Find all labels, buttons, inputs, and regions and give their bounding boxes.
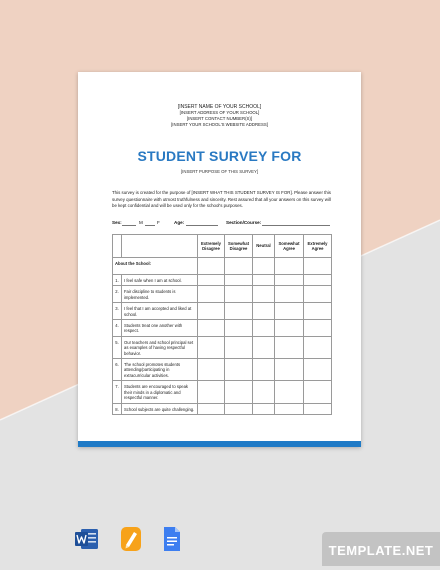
rating-cell[interactable] xyxy=(198,303,225,320)
rating-cell[interactable] xyxy=(275,359,304,381)
sex-m-blank[interactable] xyxy=(122,225,136,226)
rating-cell[interactable] xyxy=(275,275,304,286)
respondent-fields xyxy=(112,220,332,228)
rating-cell[interactable] xyxy=(198,275,225,286)
rating-cell[interactable] xyxy=(275,381,304,403)
row-number: 2. xyxy=(113,286,122,303)
row-statement: Fair discipline to students is implemented. xyxy=(122,286,198,303)
rating-cell[interactable] xyxy=(198,286,225,303)
rating-cell[interactable] xyxy=(304,275,332,286)
table-row xyxy=(113,286,332,303)
rating-cell[interactable] xyxy=(275,320,304,337)
rating-cell[interactable] xyxy=(225,275,253,286)
age-label: Age: xyxy=(174,220,185,225)
rating-cell[interactable] xyxy=(198,359,225,381)
table-row xyxy=(113,359,332,381)
header-neutral: Neutral xyxy=(253,235,275,258)
rating-cell[interactable] xyxy=(275,336,304,358)
sex-f-label: F xyxy=(157,220,160,225)
sex-label: Sex: xyxy=(112,220,122,225)
table-row xyxy=(113,275,332,286)
header-somewhat-agree: Somewhat Agree xyxy=(275,235,304,258)
row-statement: Our teachers and school principal set as examples of having respectful behavior. xyxy=(122,336,198,358)
header-somewhat-disagree: Somewhat Disagree xyxy=(225,235,253,258)
rating-cell[interactable] xyxy=(198,320,225,337)
rating-cell[interactable] xyxy=(275,303,304,320)
intro-paragraph: This survey is created for the purpose of [INSERT WHAT THIS STUDENT SURVEY IS FOR]. Please answer this survey questionnaire with utmost truthfulness and sincerity. Rest assured that all your answers on this survey will be kept confidential and will be used only for the school's purposes. xyxy=(112,190,331,208)
survey-purpose: [INSERT PURPOSE OF THIS SURVEY] xyxy=(180,169,259,174)
google-docs-icon[interactable] xyxy=(158,527,184,551)
rating-cell[interactable] xyxy=(275,403,304,414)
header-extremely-agree: Extremely Agree xyxy=(304,235,332,258)
row-number: 3. xyxy=(113,303,122,320)
rating-cell[interactable] xyxy=(198,403,225,414)
survey-table xyxy=(112,234,332,415)
row-number: 7. xyxy=(113,381,122,403)
rating-cell[interactable] xyxy=(225,359,253,381)
rating-cell[interactable] xyxy=(304,320,332,337)
table-row xyxy=(113,403,332,414)
rating-cell[interactable] xyxy=(225,303,253,320)
table-row xyxy=(113,320,332,337)
rating-cell[interactable] xyxy=(225,403,253,414)
row-number: 6. xyxy=(113,359,122,381)
rating-cell[interactable] xyxy=(253,275,275,286)
row-number: 8. xyxy=(113,403,122,414)
row-number: 4. xyxy=(113,320,122,337)
rating-cell[interactable] xyxy=(304,336,332,358)
rating-cell[interactable] xyxy=(253,403,275,414)
school-address: [INSERT ADDRESS OF YOUR SCHOOL] xyxy=(179,110,260,115)
school-contact: [INSERT CONTACT NUMBER(S)] xyxy=(186,116,253,121)
document-page[interactable] xyxy=(78,72,361,447)
word-icon[interactable] xyxy=(74,527,100,551)
rating-cell[interactable] xyxy=(225,286,253,303)
pages-icon[interactable] xyxy=(118,527,144,551)
rating-cell[interactable] xyxy=(253,381,275,403)
rating-cell[interactable] xyxy=(225,336,253,358)
rating-cell[interactable] xyxy=(225,381,253,403)
sex-f-blank[interactable] xyxy=(145,225,155,226)
row-number: 5. xyxy=(113,336,122,358)
header-extremely-disagree: Extremely Disagree xyxy=(198,235,225,258)
table-row xyxy=(113,303,332,320)
rating-cell[interactable] xyxy=(304,403,332,414)
section-row xyxy=(113,258,332,275)
rating-cell[interactable] xyxy=(304,286,332,303)
rating-cell[interactable] xyxy=(304,303,332,320)
section-blank[interactable] xyxy=(262,225,330,226)
rating-cell[interactable] xyxy=(198,381,225,403)
section-label: Section/Course: xyxy=(226,220,262,225)
rating-cell[interactable] xyxy=(304,359,332,381)
row-statement: Students are encouraged to speak their minds in a diplomatic and respectful manner. xyxy=(122,381,198,403)
section-title: About the School: xyxy=(113,258,198,275)
table-row xyxy=(113,336,332,358)
age-blank[interactable] xyxy=(186,225,218,226)
school-name: [INSERT NAME OF YOUR SCHOOL] xyxy=(177,104,262,110)
rating-cell[interactable] xyxy=(253,336,275,358)
rating-cell[interactable] xyxy=(304,381,332,403)
rating-cell[interactable] xyxy=(253,320,275,337)
rating-cell[interactable] xyxy=(253,359,275,381)
rating-cell[interactable] xyxy=(253,303,275,320)
row-statement: I feel that I am accepted and liked at school. xyxy=(122,303,198,320)
rating-cell[interactable] xyxy=(275,286,304,303)
row-statement: I feel safe when I am at school. xyxy=(122,275,198,286)
table-row xyxy=(113,381,332,403)
row-statement: Students treat one another with respect. xyxy=(122,320,198,337)
row-statement: The school promotes students attending/participating in extracurricular activities. xyxy=(122,359,198,381)
school-header xyxy=(78,104,361,128)
brand-logo[interactable] xyxy=(326,537,436,563)
page-footer-bar xyxy=(78,441,361,447)
rating-cell[interactable] xyxy=(198,336,225,358)
row-number: 1. xyxy=(113,275,122,286)
sex-m-label: M xyxy=(139,220,143,225)
school-website: [INSERT YOUR SCHOOL'S WEBSITE ADDRESS] xyxy=(171,122,268,127)
rating-cell[interactable] xyxy=(225,320,253,337)
table-header-row xyxy=(113,235,332,258)
document-title: STUDENT SURVEY FOR xyxy=(137,148,302,164)
rating-cell[interactable] xyxy=(253,286,275,303)
brand-text: TEMPLATE.NET xyxy=(328,543,434,558)
row-statement: School subjects are quite challenging. xyxy=(122,403,198,414)
